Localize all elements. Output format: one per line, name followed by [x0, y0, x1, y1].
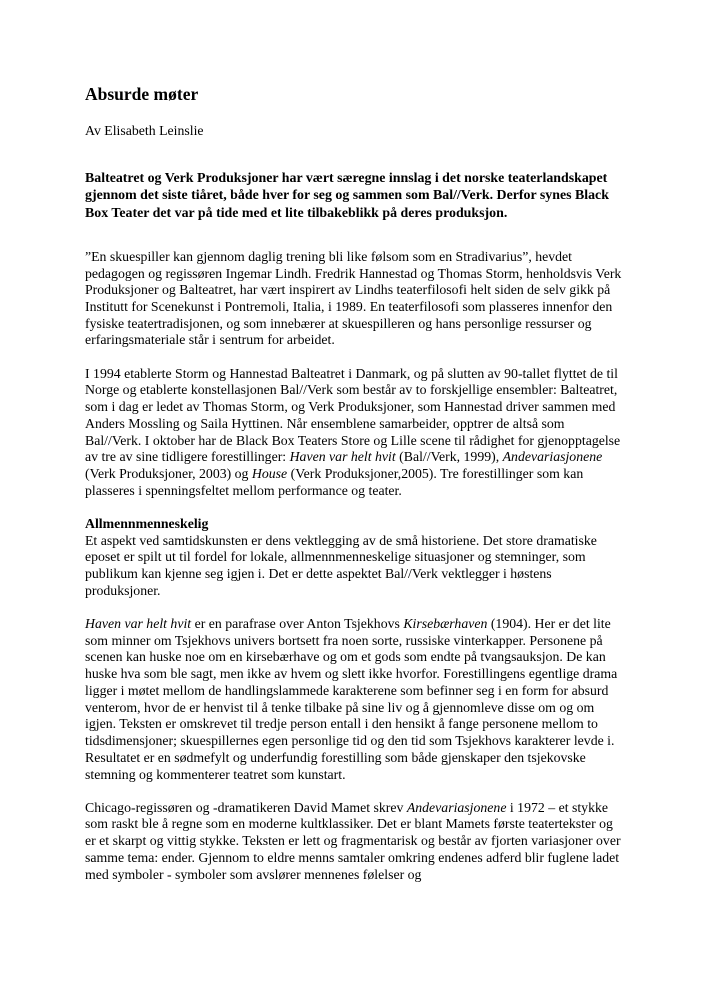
article-body — [85, 249, 622, 883]
article-lead: Balteatret og Verk Produksjoner har vært særegne innslag i det norske teaterlandskapet gjennom det siste tiåret, både hver for seg og sammen som Bal//Verk. Derfor synes Black Box Teater det var på tide med et lite tilbakeblikk på deres produksjon. — [85, 171, 609, 221]
text-run: Andevariasjonene — [502, 449, 603, 465]
section-heading: Allmennmenneskelig — [85, 515, 209, 531]
text-run: ”En skuespiller kan gjennom daglig trening bli like følsom som en Stradivarius”, hevdet pedagogen og regissøren Ingemar Lindh. Fredrik Hannestad og Thomas Storm, henholdsvis Verk Produksjoner og Balteatret, har vært inspirert av Lindhs teaterfilosofi helt siden de selv gikk på Institutt for Scenekunst i Pontremoli, Italia, i 1989. En teaterfilosofi som plasseres innenfor den fysiske teatertradisjonen, og som innebærer at skuespilleren og hans personlige ressurser og erfaringsmateriale står i sentrum for arbeidet. — [85, 248, 622, 348]
article-title: Absurde møter — [85, 84, 199, 104]
text-run: Haven var helt hvit — [85, 616, 192, 632]
text-run: House — [251, 466, 288, 482]
text-run: Chicago-regissøren og -dramatikeren David Mamet skrev — [85, 799, 407, 815]
text-run: (Bal//Verk, 1999), — [395, 449, 503, 465]
text-run: er en parafrase over Anton Tsjekhovs — [191, 616, 404, 632]
text-run: (1904). Her er det lite som minner om Tsjekhovs univers bortsett fra noen sorte, russiske vinterkapper. Personene på scenen kan huske noe om en kirsebærhave og om et gods som endte på tvangsauksjon. De kan huske hva som ble sagt, men ikke av hvem og slett ikke hvorfor. Forestillingens egentlige drama ligger i møtet mellom de handlingslammede karakterene som befinner seg i en form for absurd venterom, hvor de er henvist til å tenke tilbake på sine liv og å gjennomleve disse om og om igjen. Teksten er omskrevet til tredje person entall i den hensikt å fange personene mellom to tidsdimensjoner; skuespillernes egen personlige tid og den tid som Tsjekhovs karakterer levde i. Resultatet er en sødmefylt og underfundig forestilling som både gjenskaper den tsjekovske stemning og kommenterer teatret som kunstart. — [85, 616, 618, 782]
text-run: Haven var helt hvit — [289, 449, 396, 465]
text-run: Et aspekt ved samtidskunsten er dens vektlegging av de små historiene. Det store dramatiske eposet er spilt ut til fordel for lokale, allmennmenneskelige situasjoner og stemninger, som publikum kan kjenne seg igjen i. Det er dette aspektet Bal//Verk vektlegger i høstens produksjoner. — [85, 532, 597, 598]
text-run: (Verk Produksjoner, 2003) og — [85, 466, 252, 482]
article-paragraph — [85, 800, 622, 884]
article-paragraph — [85, 516, 622, 600]
article-paragraph — [85, 366, 622, 500]
article-paragraph — [85, 249, 622, 349]
text-run: Andevariasjonene — [406, 799, 507, 815]
text-run: Kirsebærhaven — [403, 616, 488, 632]
article-paragraph — [85, 616, 622, 783]
text-run: I 1994 etablerte Storm og Hannestad Balteatret i Danmark, og på slutten av 90-tallet flyttet de til Norge og etablerte konstellasjonen Bal//Verk som består av to forskjellige ensembler: Balteatret, som i dag er ledet av Thomas Storm, og Verk Produksjoner, som Hannestad driver sammen med Anders Mossling og Saila Hyttinen. Når ensemblene samarbeider, opptrer de altså som Bal//Verk. I oktober har de Black Box Teaters Store og Lille scene til rådighet for gjenopptagelse av tre av sine tidligere forestillinger: — [85, 365, 621, 465]
article-byline: Av Elisabeth Leinslie — [85, 123, 204, 138]
text-run: i 1972 – et stykke som raskt ble å regne som en moderne kultklassiker. Det er blant Mamets første teatertekster og er et skarpt og vittig stykke. Teksten er lett og fragmentarisk og består av fjorten variasjoner over samme tema: ender. Gjennom to eldre menns samtaler omkring endenes adferd blir fuglene ladet med symboler - symboler som avslører mennenes følelser og — [85, 799, 621, 882]
text-run: (Verk Produksjoner,2005). Tre forestillinger som kan plasseres i spenningsfeltet mellom performance og teater. — [85, 466, 584, 498]
